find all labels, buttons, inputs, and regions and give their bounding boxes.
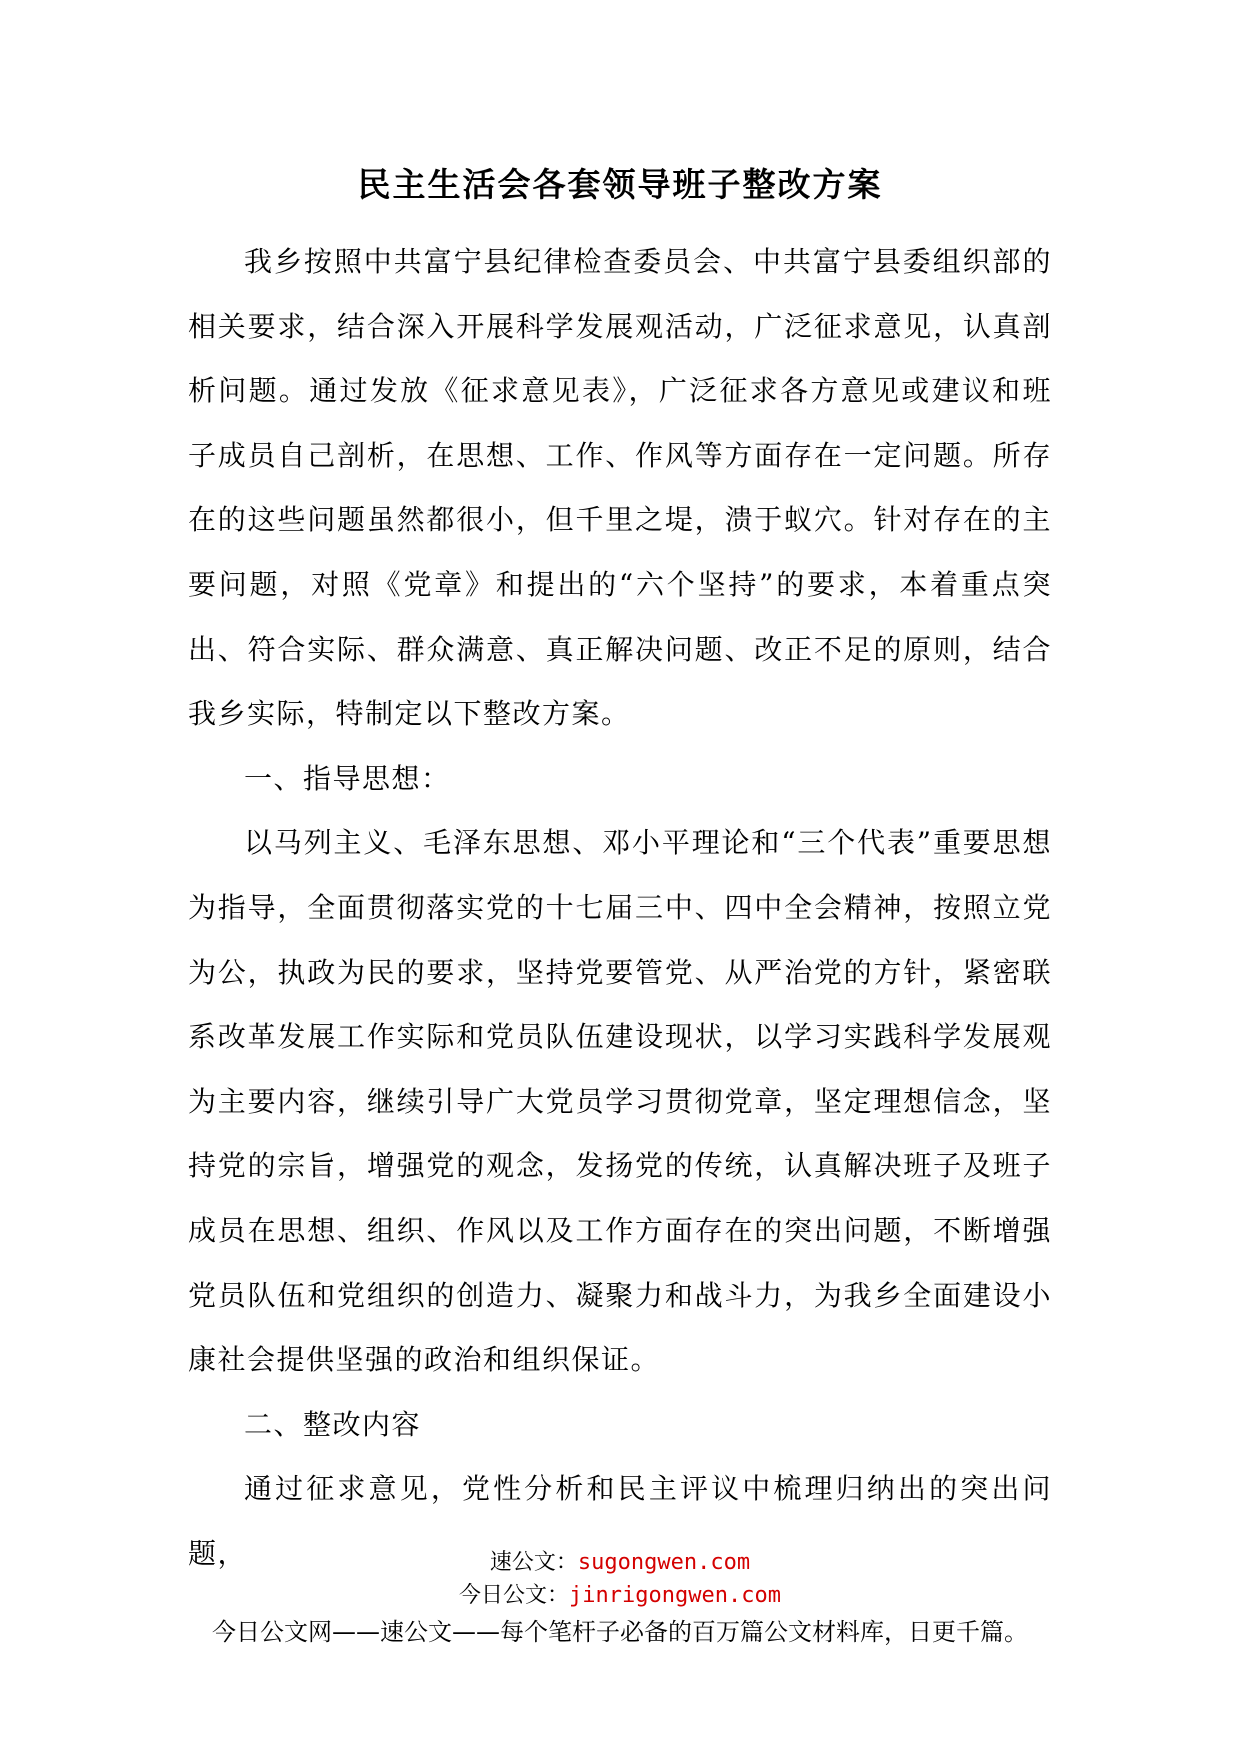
section-heading-guiding-thought: 一、指导思想：	[244, 761, 451, 795]
footer	[0, 1546, 1240, 1650]
footer-line-jinrigongwen	[0, 1579, 1240, 1612]
footer-link-jinrigongwen[interactable]: jinrigongwen.com	[569, 1583, 781, 1608]
footer-line-sugongwen	[0, 1546, 1240, 1579]
footer-label-sugongwen: 速公文：	[489, 1550, 578, 1575]
paragraph-intro: 我乡按照中共富宁县纪律检查委员会、中共富宁县委组织部的相关要求，结合深入开展科学发展观活动，广泛征求意见，认真剖析问题。通过发放《征求意见表》，广泛征求各方意见或建议和班子成员自己剖析，在思想、工作、作风等方面存在一定问题。所存在的这些问题虽然都很小，但千里之堤，溃于蚁穴。针对存在的主要问题，对照《党章》和提出的“六个坚持”的要求，本着重点突出、符合实际、群众满意、真正解决问题、改正不足的原则，结合我乡实际，特制定以下整改方案。	[188, 245, 1052, 731]
paragraph-guiding-thought: 以马列主义、毛泽东思想、邓小平理论和“三个代表”重要思想为指导，全面贯彻落实党的十七届三中、四中全会精神，按照立党为公，执政为民的要求，坚持党要管党、从严治党的方针，紧密联系改革发展工作实际和党员队伍建设现状，以学习实践科学发展观为主要内容，继续引导广大党员学习贯彻党章，坚定理想信念，坚持党的宗旨，增强党的观念，发扬党的传统，认真解决班子及班子成员在思想、组织、作风以及工作方面存在的突出问题，不断增强党员队伍和党组织的创造力、凝聚力和战斗力，为我乡全面建设小康社会提供坚强的政治和组织保证。	[188, 826, 1052, 1377]
footer-slogan: 今日公文网——速公文——每个笔杆子必备的百万篇公文材料库，日更千篇。	[212, 1618, 1028, 1646]
section-heading-rectification-content: 二、整改内容	[244, 1407, 422, 1441]
footer-label-jinrigongwen: 今日公文：	[459, 1583, 570, 1608]
paragraph-rectification-content: 通过征求意见，党性分析和民主评议中梳理归纳出的突出问题，	[188, 1472, 1052, 1570]
footer-link-sugongwen[interactable]: sugongwen.com	[577, 1550, 751, 1575]
page-title: 民主生活会各套领导班子整改方案	[357, 165, 883, 204]
document-body	[188, 230, 1052, 1586]
